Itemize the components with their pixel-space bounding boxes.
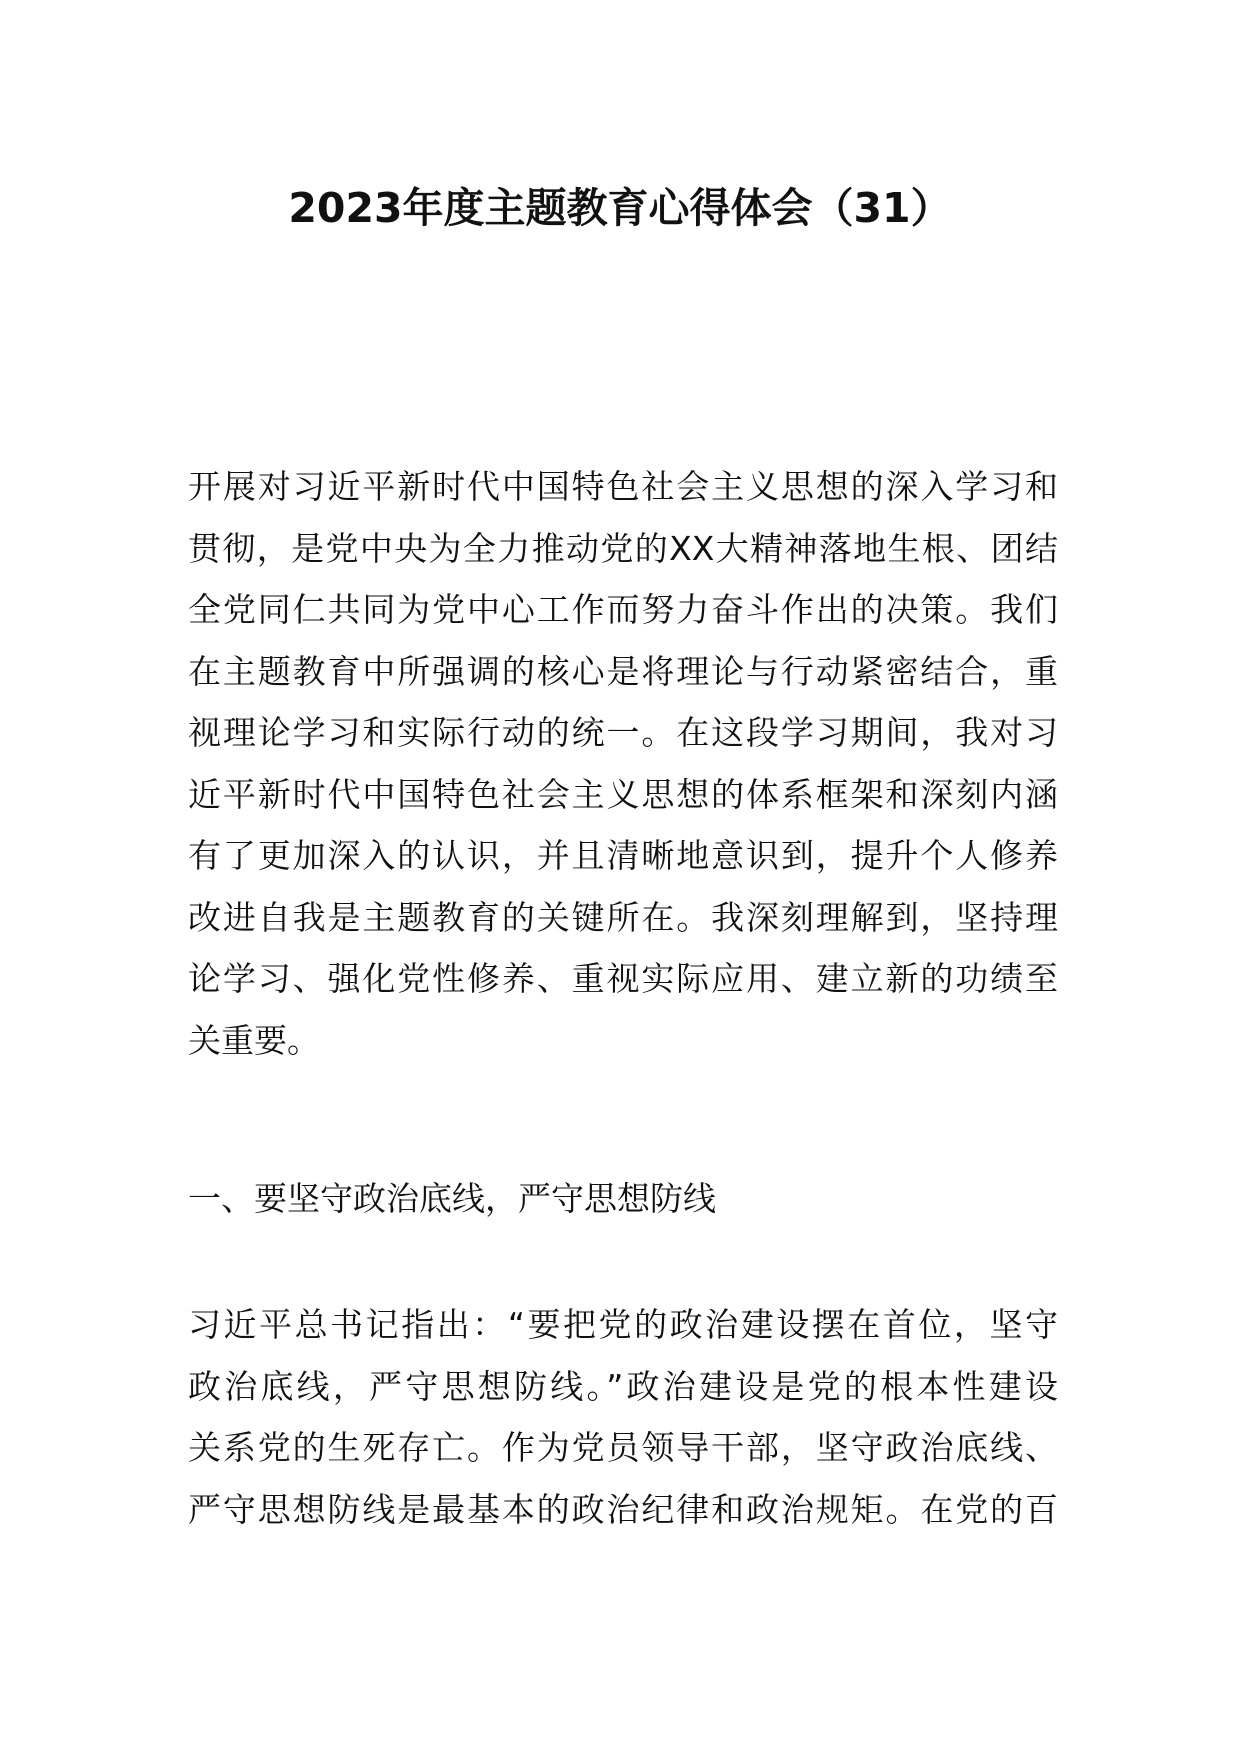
paragraph-line: 视理论学习和实际行动的统一。在这段学习期间，我对习 <box>188 713 1058 752</box>
paragraph-line: 在主题教育中所强调的核心是将理论与行动紧密结合，重 <box>188 651 1058 691</box>
paragraph-line: 政治底线，严守思想防线。”政治建设是党的根本性建设 <box>188 1366 1058 1406</box>
paragraph-line: 贯彻，是党中央为全力推动党的XX大精神落地生根、团结 <box>188 528 1058 568</box>
paragraph-section-1 <box>188 1294 1058 1540</box>
paragraph-line: 开展对习近平新时代中国特色社会主义思想的深入学习和 <box>188 467 1058 506</box>
paragraph-intro <box>188 456 1058 1071</box>
paragraph-line: 近平新时代中国特色社会主义思想的体系框架和深刻内涵 <box>188 774 1058 814</box>
paragraph-line: 习近平总书记指出：“要把党的政治建设摆在首位，坚守 <box>188 1305 1058 1344</box>
paragraph-line: 有了更加深入的认识，并且清晰地意识到，提升个人修养 <box>188 836 1058 875</box>
paragraph-line: 全党同仁共同为党中心工作而努力奋斗作出的决策。我们 <box>188 590 1058 629</box>
paragraph-line: 关重要。 <box>188 1020 320 1060</box>
section-heading <box>188 1168 1058 1230</box>
document-title: 2023年度主题教育心得体会（31） <box>288 184 952 232</box>
section-heading-text: 一、要坚守政治底线，严守思想防线 <box>188 1179 716 1218</box>
paragraph-line: 改进自我是主题教育的关键所在。我深刻理解到，坚持理 <box>188 897 1058 937</box>
paragraph-line: 论学习、强化党性修养、重视实际应用、建立新的功绩至 <box>188 959 1058 998</box>
paragraph-line: 严守思想防线是最基本的政治纪律和政治规矩。在党的百 <box>188 1489 1058 1529</box>
paragraph-line: 关系党的生死存亡。作为党员领导干部，坚守政治底线、 <box>188 1428 1058 1467</box>
